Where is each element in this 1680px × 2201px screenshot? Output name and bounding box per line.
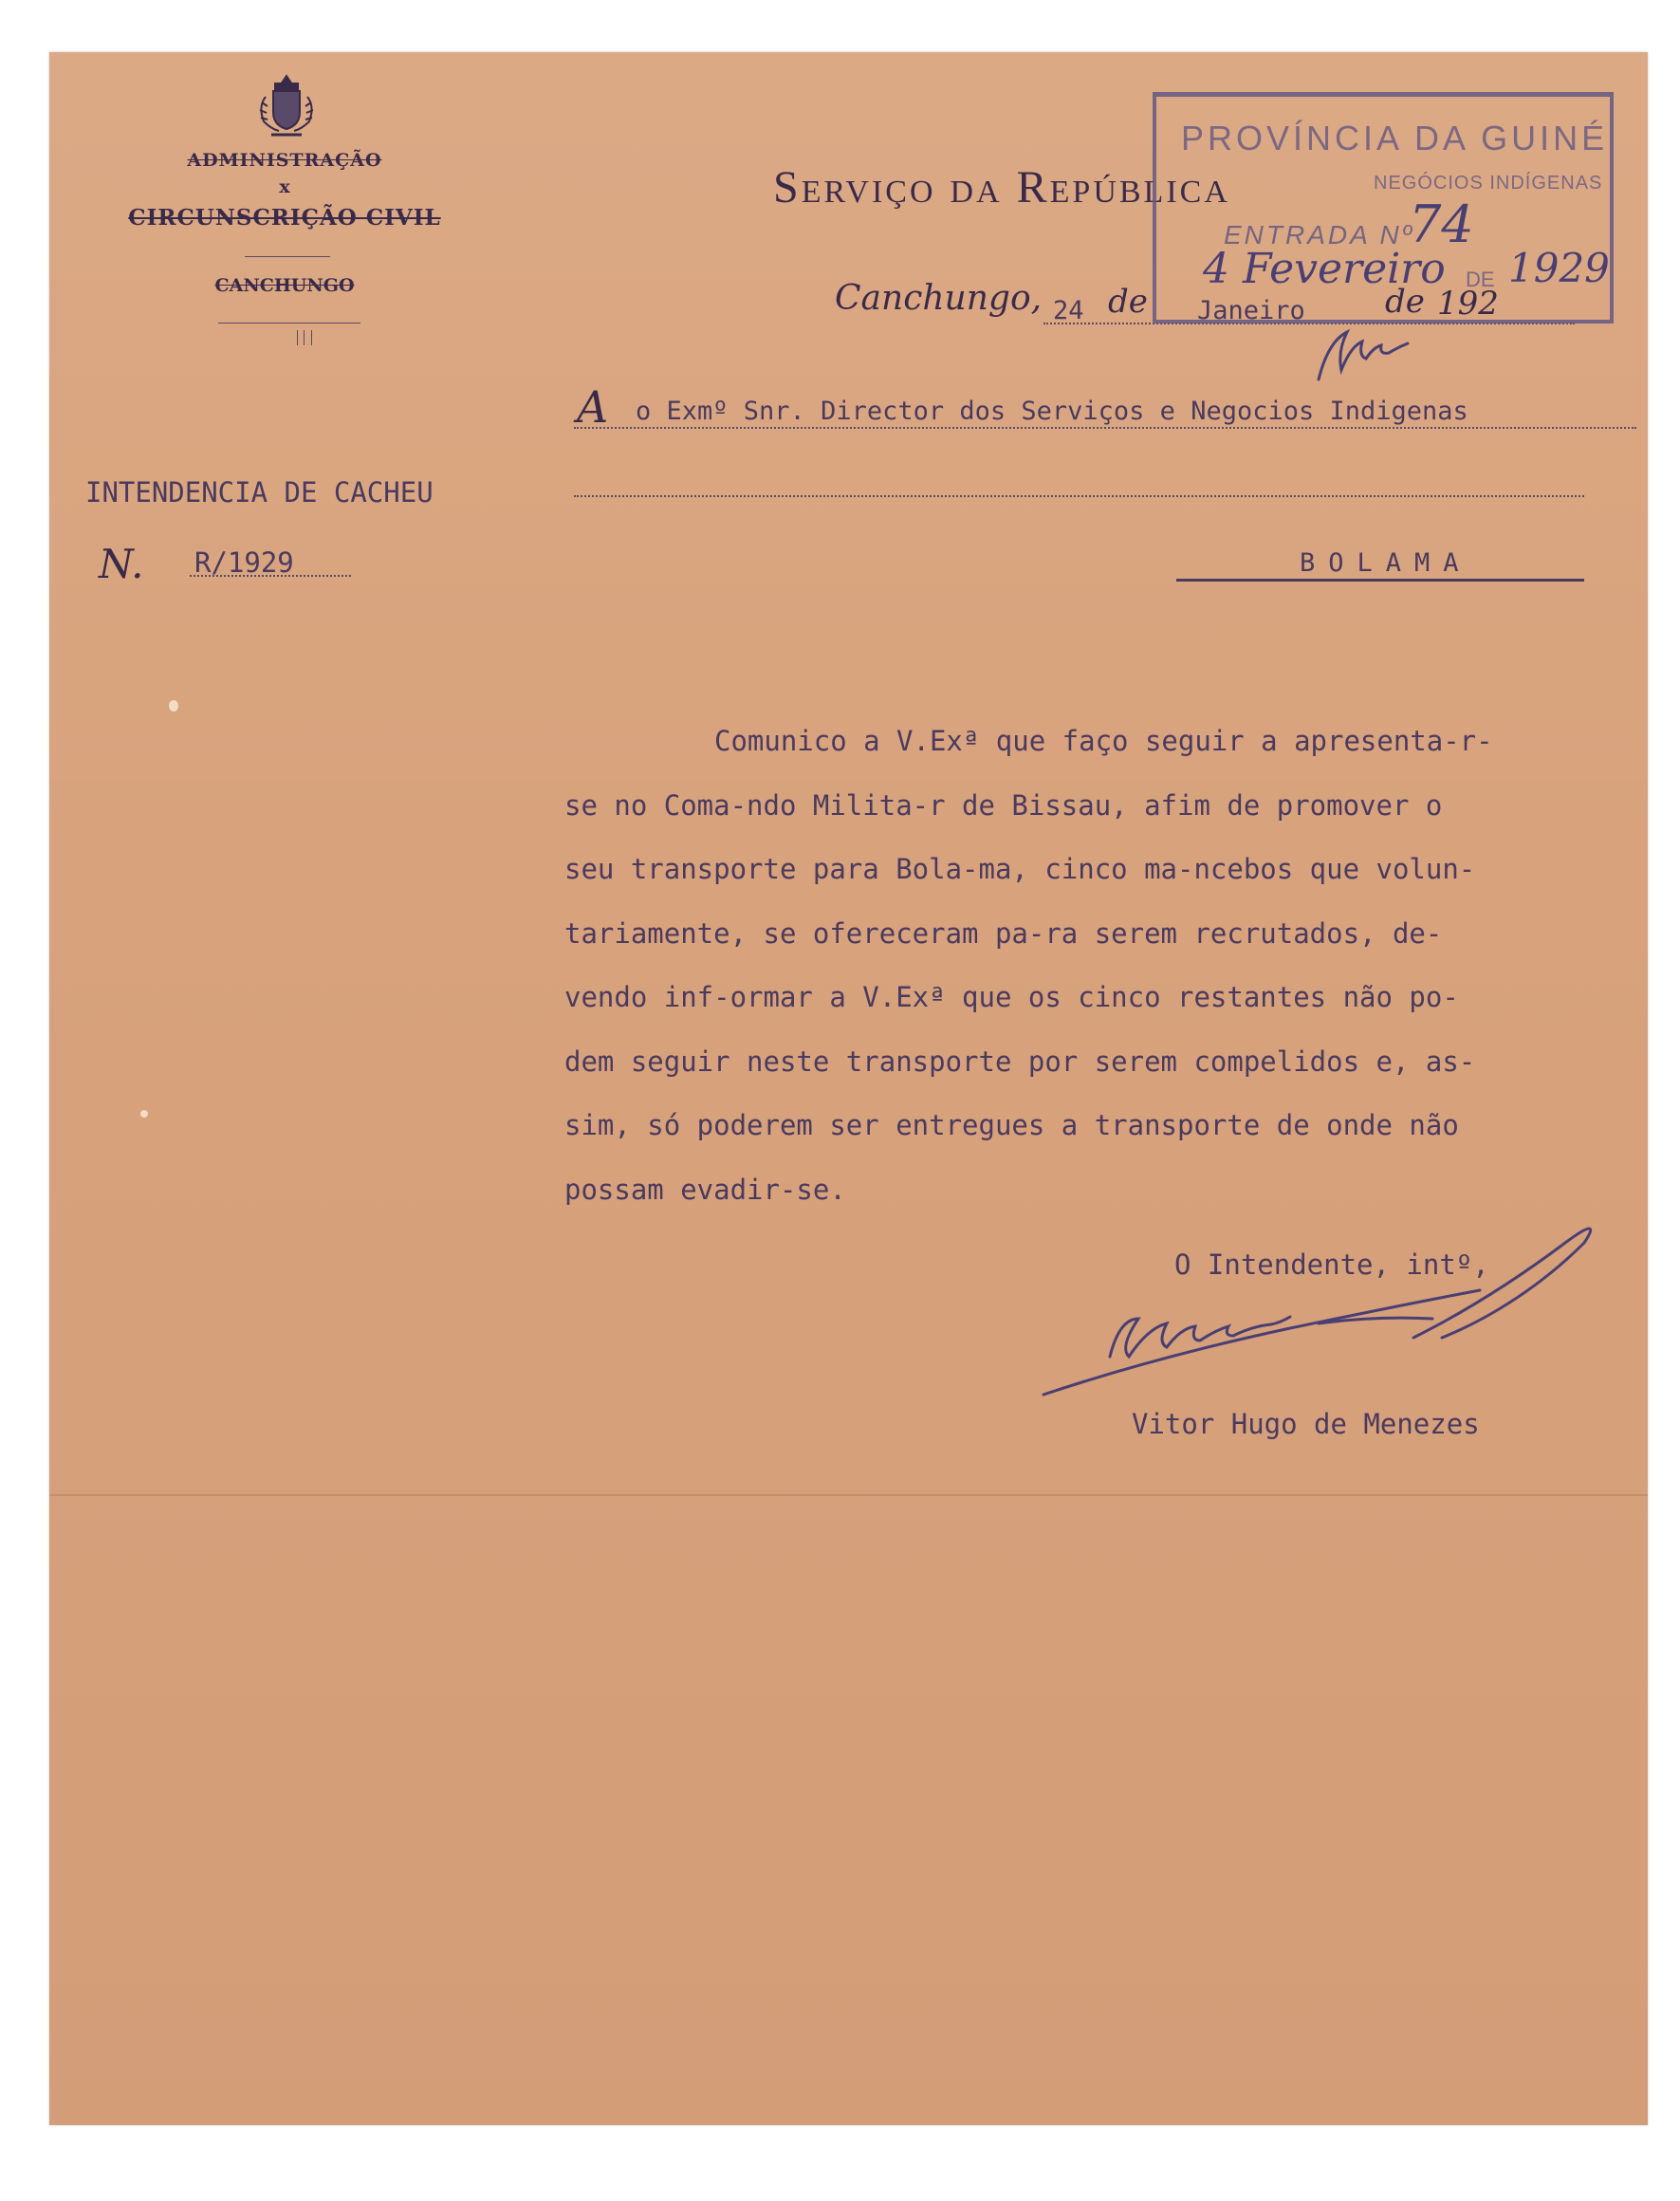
closing-title: O Intendente, intº, xyxy=(1174,1248,1489,1281)
header-divider xyxy=(245,256,330,257)
paper-blemish xyxy=(169,700,178,712)
number-dotted-line xyxy=(190,575,351,577)
body-line: sim, só poderem ser entregues a transporte de onde não xyxy=(564,1109,1459,1141)
stamp-de-label: DE xyxy=(1466,268,1495,291)
paper-blemish xyxy=(140,1110,148,1118)
date-month: Janeiro xyxy=(1197,296,1305,325)
body-line: dem seguir neste transporte por serem compelidos e, as- xyxy=(564,1045,1476,1078)
handwritten-initials xyxy=(1309,313,1432,389)
header-ornament xyxy=(297,330,312,345)
addressee-dotted-line xyxy=(574,495,1584,497)
stamp-entry-number: 74 xyxy=(1409,194,1474,254)
addressee-text: o Exmº Snr. Director dos Serviços e Negocios Indigenas xyxy=(636,397,1468,426)
body-line: vendo inf-ormar a V.Exª que os cinco restantes não po- xyxy=(564,981,1459,1013)
handwritten-signature xyxy=(1034,1224,1622,1433)
reference-number: R/1929 xyxy=(194,546,294,579)
coat-of-arms-icon xyxy=(249,68,324,144)
intendency-label: INTENDENCIA DE CACHEU xyxy=(85,476,434,509)
signatory-name: Vitor Hugo de Menezes xyxy=(1132,1408,1480,1440)
separator-mark: x xyxy=(279,176,290,197)
service-title: Serviço da República xyxy=(773,162,1230,213)
body-line: possam evadir-se. xyxy=(564,1173,846,1206)
date-de-label: de xyxy=(1385,283,1425,321)
addressee-city: BOLAMA xyxy=(1300,548,1472,578)
date-year-prefix: 192 xyxy=(1437,285,1499,323)
header-divider xyxy=(218,323,360,324)
stamp-entry-date: 4 Fevereiro xyxy=(1203,245,1446,293)
body-line: tariamente, se ofereceram pa-ra serem recrutados, de- xyxy=(564,916,1443,950)
body-line: Comunico a V.Exª que faço seguir a apresenta-r- xyxy=(714,725,1493,757)
city-underline xyxy=(1176,579,1584,582)
letter-body xyxy=(564,710,1617,1222)
locality-label: CANCHUNGO xyxy=(214,275,355,296)
administration-label: ADMINISTRAÇÃO xyxy=(187,150,382,171)
fold-line xyxy=(49,1494,1648,1496)
stamp-department: NEGÓCIOS INDÍGENAS xyxy=(1374,173,1603,194)
addressee-dotted-line xyxy=(574,427,1636,429)
place-label: Canchungo, xyxy=(835,279,1043,318)
circumscription-label: CIRCUNSCRIÇÃO CIVIL xyxy=(128,205,441,231)
stamp-province: PROVÍNCIA DA GUINÉ xyxy=(1181,119,1609,157)
body-line: se no Coma-ndo Milita-r de Bissau, afim de promover o xyxy=(564,788,1443,822)
date-de-label: de xyxy=(1108,283,1148,321)
stamp-year: 1929 xyxy=(1508,245,1610,291)
number-label: N. xyxy=(99,541,144,587)
date-day: 24 xyxy=(1053,296,1084,325)
body-line: seu transporte para Bola-ma, cinco ma-ncebos que volun- xyxy=(564,853,1476,885)
stamp-entry-label: ENTRADA Nº xyxy=(1224,220,1414,250)
addressee-prefix: A xyxy=(577,381,609,433)
